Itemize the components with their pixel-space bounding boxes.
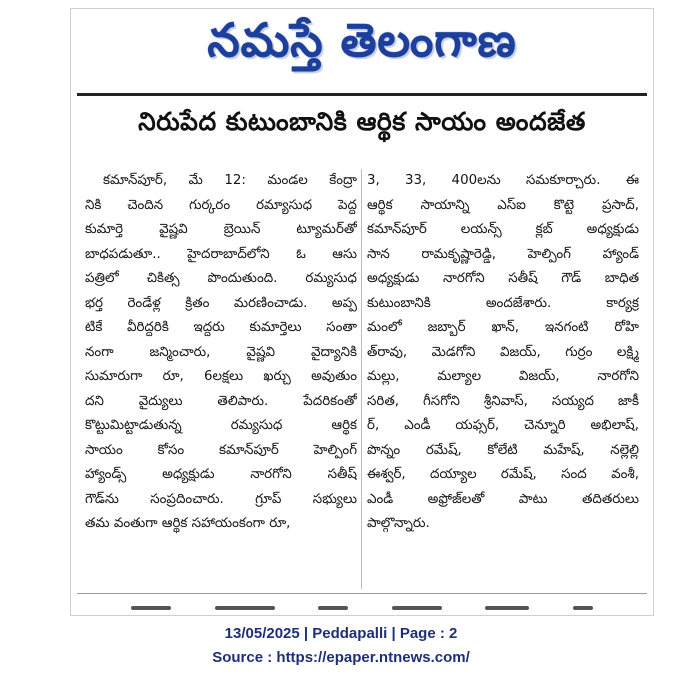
page-footer bbox=[0, 622, 682, 670]
column-divider bbox=[361, 169, 362, 589]
article-line: కుమార్తె వైష్ణవి బ్రెయిన్ ట్యూమర్‌తో bbox=[85, 222, 357, 237]
article-line: మంలో జబ్బార్ ఖాన్, ఇనగంటి రోహి bbox=[367, 320, 639, 335]
article-line: ఆర్థిక సాయాన్ని ఎస్ఐ కొట్టె ప్రసాద్, bbox=[367, 197, 639, 213]
article-line: కుటుంబానికి అందజేశారు. కార్యక్ర bbox=[367, 295, 639, 311]
article-column-left bbox=[85, 169, 357, 589]
article-line: కొట్టుమిట్టాడుతున్న రమ్యసుధ ఆర్థిక bbox=[85, 418, 357, 433]
article-line: ఈశ్వర్, దయ్యాల రమేష్, సంద వంశీ, bbox=[367, 467, 639, 482]
article-line: పాల్గొన్నారు. bbox=[367, 516, 430, 531]
article-line: సాయం కోసం కమాన్‌పూర్ హెల్పింగ్ bbox=[85, 442, 357, 458]
edition-info: 13/05/2025 | Peddapalli | Page : 2 bbox=[224, 625, 458, 642]
article-line: కమాన్‌పూర్ లయన్స్ క్లబ్ అధ్యక్షుడు bbox=[367, 222, 639, 237]
article-line: బాధపడుతూ.. హైదరాబాద్‌లోని ఓ ఆసు bbox=[85, 246, 357, 262]
article-line: గౌడ్‌ను సంప్రదించారు. గ్రూప్ సభ్యులు bbox=[85, 491, 357, 507]
article-body bbox=[85, 169, 639, 589]
article-line: సుమారుగా రూ, 6లక్షలు ఖర్చు అవుతుం bbox=[85, 369, 357, 384]
article-line: కమాన్‌పూర్, మే 12: మండల కేంద్రా bbox=[103, 173, 357, 188]
article-line: అధ్యక్షుడు నారగోని సతీష్ గౌడ్ బాధిత bbox=[367, 271, 639, 286]
bottom-divider bbox=[77, 593, 647, 594]
article-line: టికే వీరిద్దరికి ఇద్దరు కుమార్తెలు సంతా bbox=[85, 320, 357, 335]
article-column-right bbox=[367, 169, 639, 589]
article-line: ర్, ఎండీ యఫ్సర్, చెన్నూరి అభిలాష్, bbox=[367, 418, 639, 433]
newspaper-clipping bbox=[70, 8, 654, 616]
article-line: భర్త రెండేళ్ల క్రితం మరణించాడు. అప్ప bbox=[85, 295, 357, 311]
source-link[interactable]: Source : https://epaper.ntnews.com/ bbox=[212, 649, 470, 666]
article-line: పొన్నం రమేష్, కోలేటి మహేష్, నల్లెల్లి bbox=[367, 442, 639, 458]
article-line: దని వైద్యులు తెలిపారు. పేదరికంతో bbox=[85, 393, 357, 409]
cropped-next-article-strip bbox=[131, 603, 593, 613]
article-line: నికి చెందిన గుర్కరం రమ్యాసుధ పెద్ద bbox=[85, 197, 357, 213]
article-line: నంగా జన్మించారు, వైష్ణవి వైద్యానికి bbox=[85, 344, 357, 360]
article-line: ఎండీ అఫ్రోజ్‌లతో పాటు తదితరులు bbox=[367, 491, 639, 507]
article-line: సరిత, గీసగోని శ్రీనివాస్, సయ్యద జాకీ bbox=[367, 393, 639, 409]
article-line: తమ వంతుగా ఆర్థిక సహాయంకంగా రూ, bbox=[85, 516, 291, 531]
masthead bbox=[71, 13, 653, 79]
article-headline: నిరుపేద కుటుంబానికి ఆర్థిక సాయం అందజేత bbox=[138, 107, 586, 136]
article-line: పత్రిలో చికిత్స పొందుతుంది. రమ్యసుధ bbox=[85, 271, 357, 286]
article-line: సాన రామకృష్ణారెడ్డి, హెల్పింగ్ హ్యాండ్ bbox=[367, 246, 639, 262]
article-line: హ్యాండ్స్ అధ్యక్షుడు నారగోని సతీష్ bbox=[85, 467, 357, 482]
article-line: త్‌రావు, మెడగోని విజయ్, గుర్రం లక్ష్మి bbox=[367, 344, 639, 360]
article-line: 3, 33, 400లను సమకూర్చారు. ఈ bbox=[367, 173, 639, 188]
masthead-logo: నమస్తే తెలంగాణ bbox=[207, 13, 517, 67]
masthead-divider bbox=[77, 93, 647, 96]
article-line: మల్లు, మల్యాల విజయ్, నారగోని bbox=[367, 369, 639, 384]
